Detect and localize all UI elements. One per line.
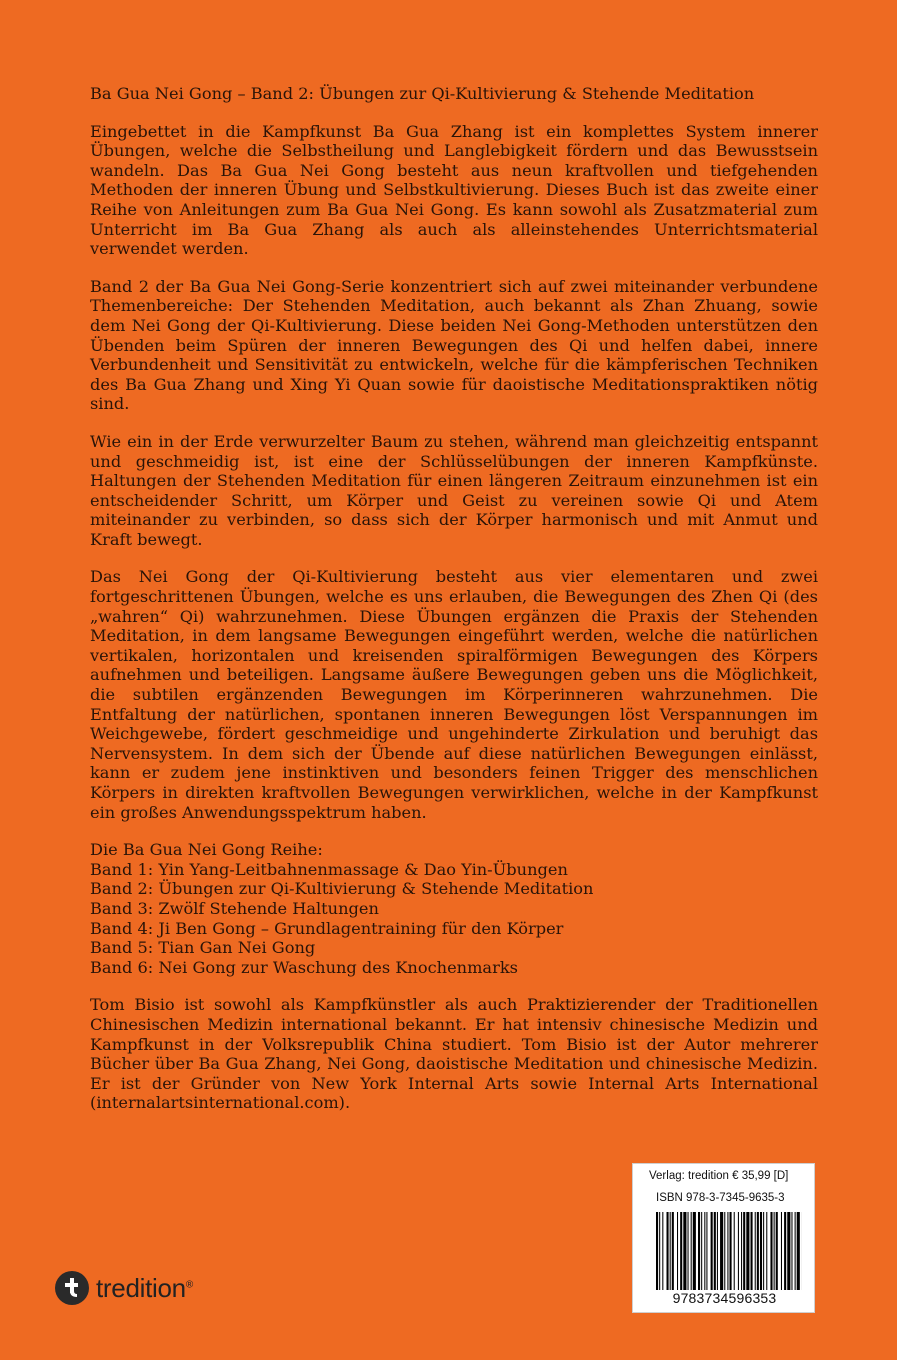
series-item: Band 1: Yin Yang-Leitbahnenmassage & Dao Yin-Übungen bbox=[90, 859, 568, 879]
barcode-bar bbox=[763, 1212, 764, 1290]
barcode-bar bbox=[791, 1212, 792, 1290]
barcode-bar bbox=[659, 1212, 660, 1290]
barcode-bar bbox=[704, 1212, 705, 1290]
barcode-bar bbox=[727, 1212, 728, 1290]
barcode-bar bbox=[741, 1212, 742, 1290]
author-bio: Tom Bisio ist sowohl als Kampfkünstler als auch Praktizierender der Traditionellen Chinesischen Medizin international bekannt. Er hat intensiv chinesische Medizin und Kampfkunst in der Volksrepublik China studiert. Tom Bisio ist der Autor mehrerer Bücher über Ba Gua Zhang, Nei Gong, daoistische Meditation und chinesische Medizin. Er ist der Gründer von New York Internal Arts sowie Internal Arts International (internalartsinternational.com). bbox=[90, 995, 818, 1113]
barcode-bar bbox=[693, 1212, 696, 1290]
publisher-price: Verlag: tredition € 35,99 [D] bbox=[649, 1170, 789, 1182]
logo-text: tredition® bbox=[96, 1272, 193, 1303]
barcode-bar bbox=[776, 1212, 778, 1290]
barcode-bar bbox=[746, 1212, 749, 1290]
barcode-bar bbox=[701, 1212, 702, 1290]
barcode-label bbox=[632, 1163, 815, 1313]
barcode-bar bbox=[688, 1212, 689, 1290]
paragraph-band2: Band 2 der Ba Gua Nei Gong-Serie konzentriert sich auf zwei miteinander verbundene Themenbereiche: Der Stehenden Meditation, auch bekannt als Zhan Zhuang, sowie dem Nei Gong der Qi-Kultivierung. Diese beiden Nei Gong-Methoden unterstützen den Übenden beim Spüren der inneren Bewegungen des Qi und helfen dabei, innere Verbundenheit und Sensitivität zu entwickeln, welche für die kämpferischen Techniken des Ba Gua Zhang und Xing Yi Quan sowie für daoistische Meditationspraktiken nötig sind. bbox=[90, 276, 818, 414]
series-heading: Die Ba Gua Nei Gong Reihe: bbox=[90, 840, 323, 860]
paragraph-standing-meditation: Wie ein in der Erde verwurzelter Baum zu stehen, während man gleichzeitig entspannt und geschmeidig ist, ist eine der Schlüsselübungen der inneren Kampfkünste. Haltungen der Stehenden Meditation für einen längeren Zeitraum einzunehmen ist ein entscheidender Schritt, um Körper und Geist zu vereinen sowie Qi und Atem miteinander zu verbinden, so dass sich der Körper harmonisch und mit Anmut und Kraft bewegt. bbox=[90, 431, 818, 549]
book-title: Ba Gua Nei Gong – Band 2: Übungen zur Qi-Kultivierung & Stehende Meditation bbox=[90, 84, 755, 103]
back-cover-text bbox=[90, 84, 818, 1131]
barcode-bar bbox=[680, 1212, 682, 1290]
paragraph-intro: Eingebettet in die Kampfkunst Ba Gua Zhang ist ein komplettes System innerer Übungen, welche die Selbstheilung und Langlebigkeit fördern und das Bewusstsein wandeln. Das Ba Gua Nei Gong besteht aus neun kraftvollen und tiefgehenden Methoden der inneren Übung und Selbstkultivierung. Dieses Buch ist das zweite einer Reihe von Anleitungen zum Ba Gua Nei Gong. Es kann sowohl als Zusatzmaterial zum Unterricht im Ba Gua Zhang als auch als alleinstehendes Unterrichtsmaterial verwendet werden. bbox=[90, 121, 818, 259]
series-item: Band 2: Übungen zur Qi-Kultivierung & Stehende Meditation bbox=[90, 879, 594, 899]
barcode-bar bbox=[795, 1212, 796, 1290]
barcode-bar bbox=[774, 1212, 775, 1290]
series-item: Band 6: Nei Gong zur Waschung des Knochenmarks bbox=[90, 957, 518, 977]
barcode-bar bbox=[667, 1212, 669, 1290]
barcode-bar bbox=[683, 1212, 686, 1290]
barcode-bar bbox=[672, 1212, 674, 1290]
barcode-bar bbox=[670, 1212, 671, 1290]
series-item: Band 3: Zwölf Stehende Haltungen bbox=[90, 898, 379, 918]
barcode-bar bbox=[781, 1212, 782, 1290]
publisher-logo bbox=[55, 1270, 193, 1306]
barcode-bar bbox=[797, 1212, 800, 1290]
barcode-bar bbox=[734, 1212, 735, 1290]
barcode-bars bbox=[656, 1212, 802, 1290]
barcode-bar bbox=[724, 1212, 725, 1290]
series-list bbox=[90, 840, 818, 977]
barcode-bar bbox=[770, 1212, 772, 1290]
barcode-bar bbox=[662, 1212, 663, 1290]
barcode-bar bbox=[656, 1212, 658, 1290]
barcode-bar bbox=[784, 1212, 786, 1290]
barcode-digits: 9783734596353 bbox=[672, 1290, 777, 1306]
isbn-text: ISBN 978-3-7345-9635-3 bbox=[656, 1192, 785, 1204]
barcode-bar bbox=[730, 1212, 732, 1290]
tredition-logo-icon bbox=[55, 1271, 89, 1305]
barcode-bar bbox=[720, 1212, 723, 1290]
barcode-bar bbox=[757, 1212, 759, 1290]
series-item: Band 4: Ji Ben Gong – Grundlagentraining für den Körper bbox=[90, 918, 564, 938]
series-item: Band 5: Tian Gan Nei Gong bbox=[90, 938, 316, 958]
barcode-bar bbox=[677, 1212, 678, 1290]
barcode-bar bbox=[711, 1212, 713, 1290]
barcode-bar bbox=[691, 1212, 692, 1290]
barcode-bar bbox=[706, 1212, 707, 1290]
barcode-bar bbox=[743, 1212, 745, 1290]
barcode-bar bbox=[755, 1212, 756, 1290]
barcode-bar bbox=[787, 1212, 790, 1290]
barcode-bar bbox=[751, 1212, 753, 1290]
paragraph-qi-cultivation: Das Nei Gong der Qi-Kultivierung besteht aus vier elementaren und zwei fortgeschrittenen Übungen, welche es uns erlauben, die Bewegungen des Zhen Qi (des „wahren“ Qi) wahrzunehmen. Diese Übungen ergänzen die Praxis der Stehenden Meditation, in dem langsame Bewegungen eingeführt werden, welche die natürlichen vertikalen, horizontalen und kreisenden spiralförmigen Bewegungen des Körpers aufnehmen und beteiligen. Langsame äußere Bewegungen geben uns die Möglichkeit, die subtilen ergänzenden Bewegungen im Körperinneren wahrzunehmen. Die Entfaltung der natürlichen, spontanen inneren Bewegungen löst Verspannungen im Weichgewebe, fördert geschmeidige und ungehinderte Zirkulation und beruhigt das Nervensystem. In dem sich der Übende auf diese natürlichen Bewegungen einlässt, kann er zudem jene instinktiven und besonders feinen Trigger des menschlichen Körpers in direkten kraftvollen Bewegungen verwirklichen, welche in der Kampfkunst ein großes Anwendungsspektrum haben. bbox=[90, 567, 818, 822]
registered-mark: ® bbox=[185, 1278, 193, 1290]
barcode-bar bbox=[698, 1212, 700, 1290]
barcode-bar bbox=[717, 1212, 718, 1290]
barcode-bar bbox=[714, 1212, 716, 1290]
barcode-bar bbox=[766, 1212, 767, 1290]
barcode-bar bbox=[738, 1212, 739, 1290]
barcode-bar bbox=[760, 1212, 762, 1290]
